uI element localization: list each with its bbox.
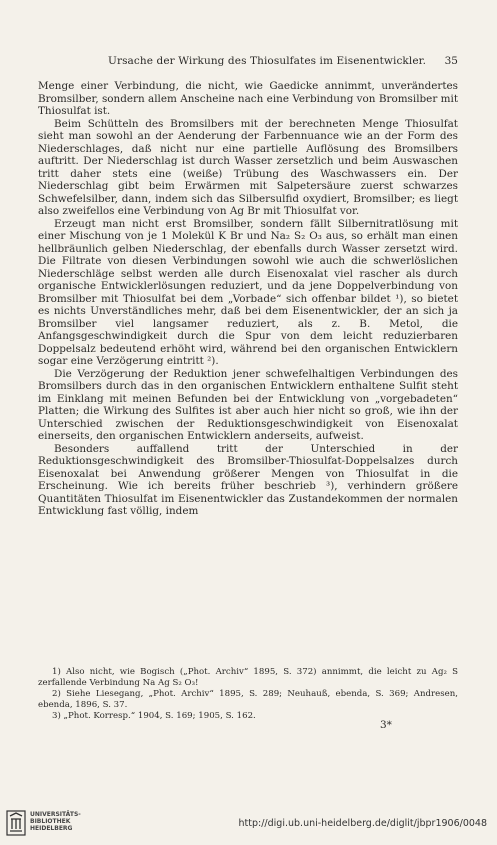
- footnotes: [38, 667, 458, 722]
- library-line: UNIVERSITÄTS-: [30, 811, 81, 818]
- running-title: Ursache der Wirkung des Thiosulfates im Eisenentwickler.: [108, 55, 427, 67]
- paragraph: Die Verzögerung der Reduktion jener schwefelhaltigen Verbindungen des Bromsilbers durch das in den organischen Entwicklern enthaltene Sulfit steht im Einklang mit meinen Befunden bei der Entwicklung von „vorgebadeten“ Platten; die Wirkung des Sulfites ist aber auch hier nicht so groß, wie ihn der Unterschied zwischen der Reduktionsgeschwindigkeit von Eisenoxalat einerseits, den organischen Entwicklern anderseits, aufweist.: [38, 367, 458, 442]
- paragraph: Erzeugt man nicht erst Bromsilber, sondern fällt Silbernitratlösung mit einer Mischung von je 1 Molekül K Br und Na₂ S₂ O₃ aus, so erhält man einen hellbräunlich gelben Niederschlag, der ebenfalls durch Wasser zersetzt wird. Die Filtrate von diesen Verbindungen sowohl wie auch die schwerlöslichen Niederschläge selbst werden alle durch Eisenoxalat viel rascher als durch organische Entwicklerlösungen reduziert, und da jene Doppelverbindung von Bromsilber mit Thiosulfat bei dem „Vorbade“ sich offenbar bildet ¹), so bietet es nichts Unverständliches mehr, daß bei dem Eisenentwickler, der an sich ja Bromsilber viel langsamer reduziert, als z. B. Metol, die Anfangsgeschwindigkeit durch die Spur von dem leicht reduzierbaren Doppelsalz bedeutend erhöht wird, während bei den organischen Entwicklern sogar eine Verzögerung eintritt ²).: [38, 217, 458, 367]
- page-number: 35: [444, 55, 458, 67]
- library-line: BIBLIOTHEK: [30, 818, 71, 825]
- running-header: [38, 55, 458, 69]
- footnote: 3) „Phot. Korresp.“ 1904, S. 169; 1905, S. 162.: [52, 711, 256, 721]
- footer: [0, 800, 497, 845]
- paragraph: Beim Schütteln des Bromsilbers mit der berechneten Menge Thiosulfat sieht man sowohl an der Aenderung der Farbennuance wie an der Form des Niederschlages, daß nicht nur eine partielle Auflösung des Bromsilbers auftritt. Der Niederschlag ist durch Wasser zersetzlich und beim Auswaschen tritt daher stets eine (weiße) Trübung des Waschwassers ein. Der Niederschlag gibt beim Erwärmen mit Salpetersäure zuerst schwarzes Schwefelsilber, dann, indem sich das Silbersulfid oxydiert, Bromsilber; es liegt also zweifellos eine Verbindung von Ag Br mit Thiosulfat vor.: [38, 117, 458, 217]
- library-name: [30, 811, 81, 832]
- source-url[interactable]: http://digi.ub.uni-heidelberg.de/diglit/jbpr1906/0048: [238, 818, 487, 829]
- signature-mark: 3*: [380, 719, 392, 731]
- footnote: 1) Also nicht, wie Bogisch („Phot. Archiv“ 1895, S. 372) annimmt, die leicht zu Ag₂ S zerfallende Verbindung Na Ag S₂ O₃!: [38, 667, 458, 688]
- paragraph: Besonders auffallend tritt der Unterschied in der Reduktionsgeschwindigkeit des Bromsilber-Thiosulfat-Doppelsalzes durch Eisenoxalat bei Anwendung größerer Mengen von Thiosulfat in die Erscheinung. Wie ich bereits früher beschrieb ³), verhindern größere Quantitäten Thiosulfat im Eisenentwickler das Zustandekommen der normalen Entwicklung fast völlig, indem: [38, 442, 458, 517]
- paragraph: Menge einer Verbindung, die nicht, wie Gaedicke annimmt, unverändertes Bromsilber, sondern allem Anscheine nach eine Verbindung von Bromsilber mit Thiosulfat ist.: [38, 80, 458, 117]
- main-text: [38, 80, 458, 518]
- library-line: HEIDELBERG: [30, 825, 73, 832]
- footnote: 2) Siehe Liesegang, „Phot. Archiv“ 1895, S. 289; Neuhauß, ebenda, S. 369; Andresen, ebenda, 1896, S. 37.: [38, 689, 458, 710]
- university-library-logo-icon: [6, 810, 26, 836]
